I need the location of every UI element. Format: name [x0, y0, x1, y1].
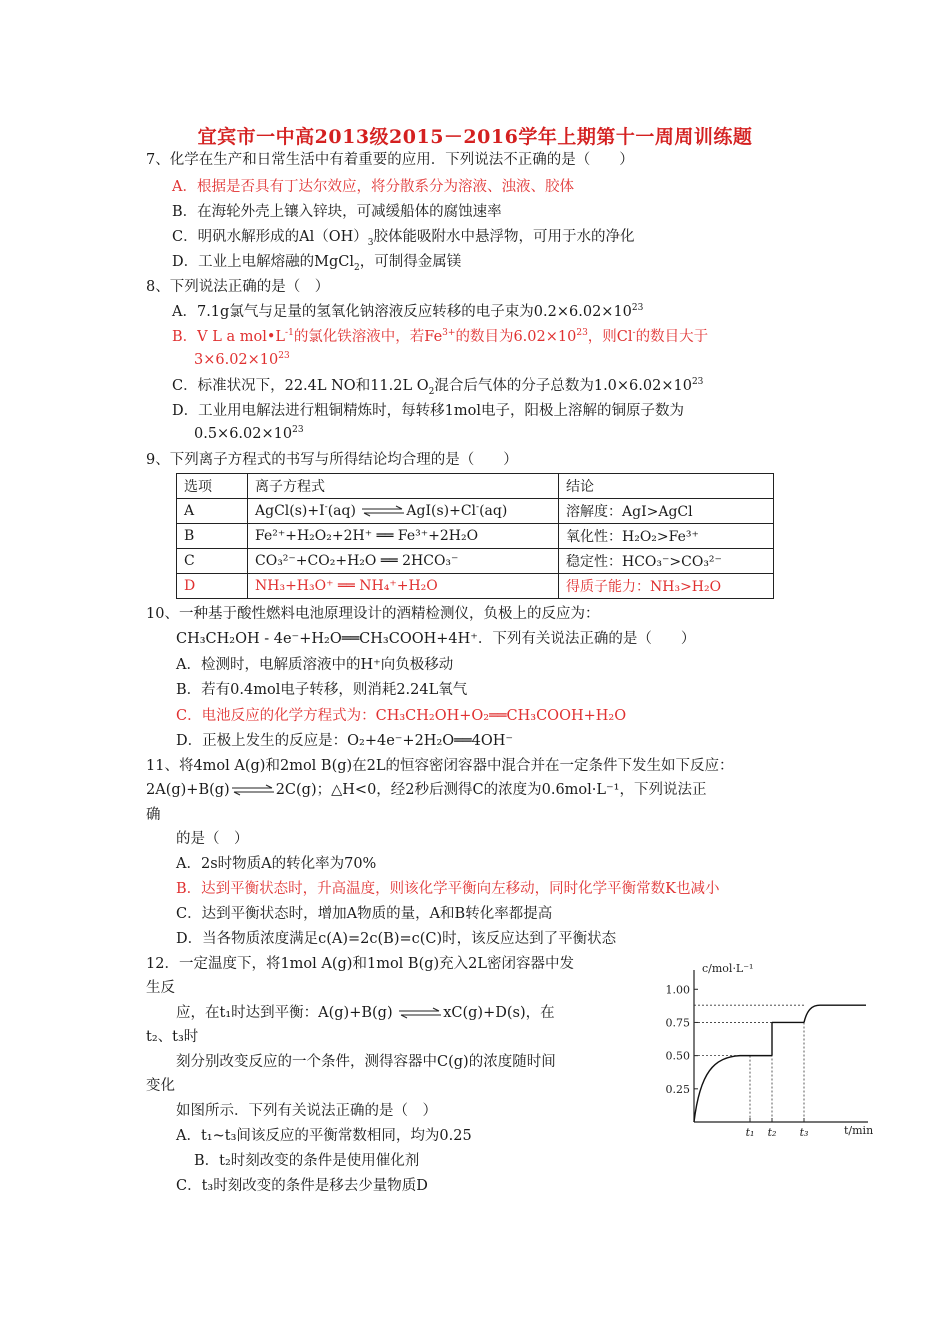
q12-option-a: A．t₁~t₃间该反应的平衡常数相同，均为0.25 [176, 1128, 472, 1144]
equilibrium-arrow-icon [360, 505, 406, 517]
q8-a-sup: 23 [631, 303, 644, 314]
chart-series-segment-1 [694, 1056, 772, 1122]
row-c-conclusion: 稳定性：HCO₃⁻>CO₃²⁻ [559, 549, 774, 574]
q11-stem: 11、将4mol A(g)和2mol B(g)在2L的恒容密闭容器中混合并在一定条件下发生如下反应： [146, 758, 734, 774]
table-header-equation: 离子方程式 [248, 474, 559, 499]
q12-line6: 变化 [146, 1078, 175, 1094]
q8-option-d-line2 [194, 424, 304, 444]
q11-eq-right: 2C(g)；△H<0，经2秒后测得C的浓度为0.6mol·L⁻¹，下列说法正 [275, 782, 707, 798]
row-a-eq-sup2: - [476, 502, 480, 513]
q8-d2-sup: 23 [292, 425, 304, 436]
q7-c-tail: 胶体能吸附水中悬浮物，可用于水的净化 [373, 229, 635, 245]
table-row [177, 499, 774, 524]
q11-line4: 的是（ ） [176, 831, 249, 847]
q8-option-b-line2 [194, 350, 290, 370]
q11-option-a: A．2s时物质A的转化率为70% [176, 856, 377, 872]
q8-b-mid2: 的数目为6.02×10 [455, 329, 577, 345]
q10-stem: 10、一种基于酸性燃料电池原理设计的酒精检测仪，负极上的反应为： [146, 606, 600, 622]
q8-b-mid: 的氯化铁溶液中，若Fe [293, 329, 443, 345]
row-a-eq-end: (aq) [479, 503, 508, 519]
q7-option-a: A．根据是否具有丁达尔效应，将分散系分为溶液、浊液、胶体 [172, 179, 574, 195]
q8-c-sup: 23 [691, 377, 704, 388]
table-row [177, 524, 774, 549]
q10-option-d: D．正极上发生的反应是：O₂+4e⁻+2H₂O══4OH⁻ [176, 733, 514, 749]
row-a-conclusion: 溶解度：AgI>AgCl [559, 499, 774, 524]
q7-c-text: C．明矾水解形成的Al（OH） [172, 229, 368, 245]
row-c-equation: CO₃²⁻+CO₂+H₂O ══ 2HCO₃⁻ [248, 549, 559, 574]
q7-option-b: B．在海轮外壳上镶入锌块，可减缓船体的腐蚀速率 [172, 204, 502, 220]
chart-y-tick-label: 1.00 [665, 983, 690, 997]
chart-series-segment-3 [804, 1005, 866, 1022]
q9-table [176, 473, 774, 599]
row-d-equation: NH₃+H₃O⁺ ══ NH₄⁺+H₂O [248, 574, 559, 599]
q8-c-sub: 2 [428, 386, 435, 397]
q12-line2: 生反 [146, 980, 175, 996]
row-b-equation: Fe²⁺+H₂O₂+2H⁺ ══ Fe³⁺+2H₂O [248, 524, 559, 549]
q9-stem: 9、下列离子方程式的书写与所得结论均合理的是（ ） [146, 452, 518, 468]
chart-y-tick-label: 0.75 [665, 1016, 690, 1030]
q8-option-c [172, 376, 703, 396]
q8-option-b-line1 [172, 327, 708, 347]
chart-y-axis-label: c/mol·L⁻¹ [702, 962, 754, 975]
page-title: 宜宾市一中高2013级2015－2016学年上期第十一周周训练题 [197, 126, 753, 148]
table-row [177, 574, 774, 599]
q11-option-c: C．达到平衡状态时，增加A物质的量，A和B转化率都提高 [176, 906, 553, 922]
row-b-option: B [177, 524, 248, 549]
q8-b-sup1: -1 [285, 328, 294, 339]
q10-option-a: A．检测时，电解质溶液中的H⁺向负极移动 [176, 657, 454, 673]
q8-b-text: B．V L a mol•L [172, 329, 286, 345]
q8-b2-text: 3×6.02×10 [194, 352, 279, 368]
q8-b2-sup: 23 [278, 351, 290, 362]
row-c-option: C [177, 549, 248, 574]
q12-line3 [176, 1003, 555, 1023]
table-header-conclusion: 结论 [559, 474, 774, 499]
q12-line5: 刻分别改变反应的一个条件，测得容器中C(g)的浓度随时间 [176, 1054, 556, 1070]
q12-option-b: B．t₂时刻改变的条件是使用催化剂 [194, 1153, 420, 1169]
chart-y-tick-label: 0.50 [665, 1049, 690, 1063]
q7-d-tail: ，可制得金属镁 [359, 254, 462, 270]
q7-d-sub: 2 [354, 262, 360, 273]
q8-b-sup3: 23 [576, 328, 588, 339]
table-header-row [177, 474, 774, 499]
q8-a-text: A．7.1g氯气与足量的氢氧化钠溶液反应转移的电子束为0.2×6.02×10 [172, 304, 632, 320]
row-a-option: A [177, 499, 248, 524]
equilibrium-arrow-icon [230, 784, 276, 796]
table-header-option: 选项 [177, 474, 248, 499]
q7-d-text: D．工业上电解熔融的MgCl [172, 254, 354, 270]
q10-option-b: B．若有0.4mol电子转移，则消耗2.24L氧气 [176, 682, 468, 698]
q8-option-a [172, 302, 643, 322]
row-a-equation [248, 499, 559, 524]
q12-line4: t₂、t₃时 [146, 1029, 199, 1045]
q12-option-c: C．t₃时刻改变的条件是移去少量物质D [176, 1178, 428, 1194]
row-a-eq-sup: - [324, 502, 328, 513]
q7-option-c [172, 227, 634, 247]
q11-option-b: B．达到平衡状态时，升高温度，则该化学平衡向左移动，同时化学平衡常数K也减小 [176, 881, 720, 897]
q12-l3-right: xC(g)+D(s)，在 [443, 1005, 555, 1021]
q8-c-tail: 混合后气体的分子总数为1.0×6.02×10 [434, 378, 692, 394]
q8-option-d-line1: D．工业用电解法进行粗铜精炼时，每转移1mol电子，阳极上溶解的铜原子数为 [172, 403, 684, 419]
q8-d2-text: 0.5×6.02×10 [194, 426, 293, 442]
q11-option-d: D．当各物质浓度满足c(A)=2c(B)=c(C)时，该反应达到了平衡状态 [176, 931, 617, 947]
row-a-eq-right: AgI(s)+Cl [406, 503, 477, 519]
chart-x-axis-label: t/min [844, 1124, 874, 1137]
row-d-option: D [177, 574, 248, 599]
q12-line1: 12．一定温度下，将1mol A(g)和1mol B(g)充入2L密闭容器中发 [146, 956, 575, 972]
row-b-conclusion: 氧化性：H₂O₂>Fe³⁺ [559, 524, 774, 549]
q8-b-sup4: - [632, 328, 636, 339]
q10-equation: CH₃CH₂OH - 4e⁻+H₂O══CH₃COOH+4H⁺．下列有关说法正确的是（ ） [176, 631, 696, 647]
chart-x-tick-label: t₃ [799, 1126, 809, 1139]
q8-stem: 8、下列说法正确的是（ ） [146, 279, 330, 295]
q7-c-sub: 3 [367, 237, 374, 248]
row-d-conclusion: 得质子能力：NH₃>H₂O [559, 574, 774, 599]
q8-b-tail2: 的数目大于 [635, 329, 709, 345]
q12-l3-left: 应，在t₁时达到平衡：A(g)+B(g) [176, 1005, 393, 1021]
chart-x-tick-label: t₂ [767, 1126, 777, 1139]
q11-equation [146, 780, 707, 800]
q8-b-tail: ，则Cl [587, 329, 633, 345]
chart-x-tick-label: t₁ [745, 1126, 755, 1139]
q8-c-text: C．标准状况下，22.4L NO和11.2L O [172, 378, 429, 394]
concentration-time-chart [654, 958, 880, 1144]
q11-eq-left: 2A(g)+B(g) [146, 782, 230, 798]
chart-y-tick-label: 0.25 [665, 1082, 690, 1096]
row-a-eq-mid: (aq) [327, 503, 356, 519]
equilibrium-arrow-icon [397, 1007, 443, 1019]
row-a-eq-left: AgCl(s)+I [255, 503, 325, 519]
table-row [177, 549, 774, 574]
q11-line3: 确 [146, 807, 161, 823]
q7-stem: 7、化学在生产和日常生活中有着重要的应用．下列说法不正确的是（ ） [146, 152, 634, 168]
q8-b-sup2: 3+ [442, 328, 456, 339]
q10-option-c: C．电池反应的化学方程式为：CH₃CH₂OH+O₂══CH₃COOH+H₂O [176, 708, 627, 724]
q12-line7: 如图所示．下列有关说法正确的是（ ） [176, 1103, 437, 1119]
q7-option-d [172, 252, 461, 272]
